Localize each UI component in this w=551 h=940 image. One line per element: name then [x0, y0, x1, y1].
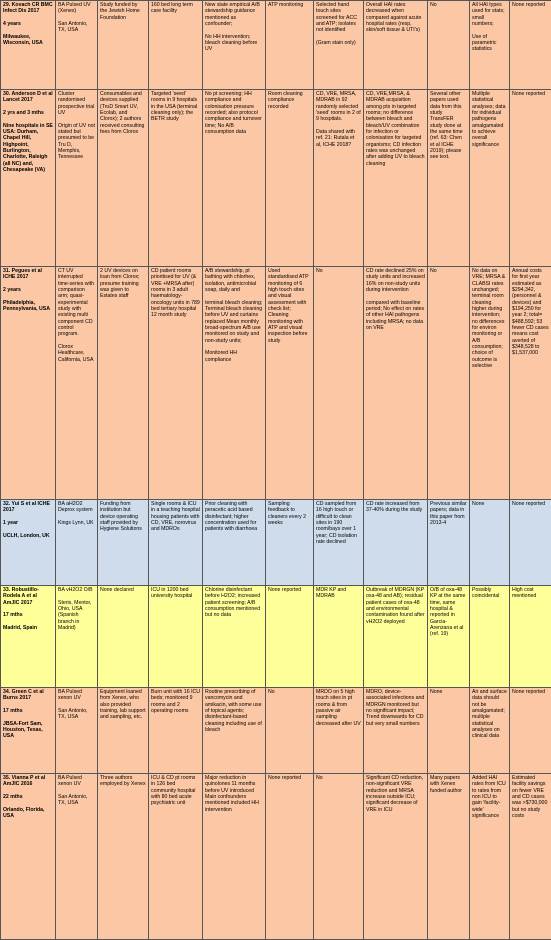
environmental-sampling-cell: Selected hand touch sites screened for ACC and ATP; isolates not identified (Gram stain only) — [314, 1, 364, 90]
intervention-device-cell: BA Pulsed xenon UV San Antonio, TX, USA — [56, 688, 98, 774]
setting-cell: ICU & CD pt rooms in 126 bed community hospital with 80 bed acute psychiatric unit — [149, 774, 203, 940]
intervention-device-cell: BA aH2O2 Deprox system Kings Lynn, UK — [56, 500, 98, 586]
related-papers-cell: No — [428, 267, 470, 500]
study-reference-cell: 34. Green C et al Burns 2017 17 mths JBSA-Fort Sam, Houston, Texas, USA — [1, 688, 56, 774]
confounders-cell: Chlorine disinfectant before H2O2; increased patient screening; A/B consumption mentioned but no data — [203, 586, 266, 688]
clinical-outcome-cell: Outbreak of MDRGN (KP oxa-48 and AB); residual patient cases of oxa-48 and environmental contamination found after vH2O2 deployed — [364, 586, 428, 688]
setting-cell: CD patient rooms prioritised for UV (& VRE +MRSA after) rooms in 3 adult haematology-oncology units in 789 bed tertiary hospital 12 month study — [149, 267, 203, 500]
intervention-device-cell: BA vH2O2 O/B Steris, Mentor, Ohio, USA (Spanish branch in Madrid) — [56, 586, 98, 688]
table-body — [1, 1, 551, 940]
study-reference-cell: 33. Robustillo-Rodela A et al AmJIC 2017 17 mths Madrid, Spain — [1, 586, 56, 688]
study-reference-cell: 35. Vianna P et al AmJIC 2016 22 mths Orlando, Florida, USA — [1, 774, 56, 940]
funding-cell: Consumables and devices supplied (TruD Smart UV, Ecolab, and Clorox); 2 authors received consulting fees from Clorox — [98, 90, 149, 267]
bias-comments-cell: Added HAI rates from ICU to rates from non ICU to gain 'facility-wide' significance — [470, 774, 510, 940]
setting-cell: 160 bed long term care facility — [149, 1, 203, 90]
bias-comments-cell: No data on VRE; MRSA & CLABSI rates unchanged; terminal room cleaning higher during intervention; no differences for environ monitoring or A/B consumption; choice of outcome is selective — [470, 267, 510, 500]
confounders-cell: Prior cleaning with peracetic acid based disinfectant; higher concentration used for patients with diarrhoea — [203, 500, 266, 586]
table-row — [1, 90, 551, 267]
funding-cell: Equipment loaned from Xenex, who also provided training, lab support and sampling, etc. — [98, 688, 149, 774]
related-papers-cell: Previous similar papers; data in this paper from 2013-4 — [428, 500, 470, 586]
costs-cell: High cost mentioned — [510, 586, 551, 688]
clinical-outcome-cell: Overall HAI rates decreased when compared against acute hospital rates (resp, skin/soft tissue & UTI's) — [364, 1, 428, 90]
confounders-cell: Routine prescribing of vancomycin and amikacin, with some use of topical agents; disinfectant-based cleaning including use of bleach — [203, 688, 266, 774]
table-row — [1, 267, 551, 500]
funding-cell: 2 UV devices on loan from Clorox; presume training was given to Estates staff — [98, 267, 149, 500]
environmental-sampling-cell: CD sampled from 16 high touch or difficult to clean sites in 190 room/bays over 1 year; CD isolation rate declined — [314, 500, 364, 586]
study-reference-cell: 32. Yui S et al ICHE 2017 1 year UCLH, London, UK — [1, 500, 56, 586]
confounders-cell: New state empirical A/B stewardship guidance mentioned as confounder; No HH intervention; bleach cleaning before UV — [203, 1, 266, 90]
environmental-sampling-cell: No — [314, 774, 364, 940]
intervention-device-cell: BA Pulsed UV (Xenex) San Antonio, TX, USA — [56, 1, 98, 90]
study-reference-cell: 29. Kovach CR BMC Infect Dis 2017 4 years Milwaukee, Wisconsin, USA — [1, 1, 56, 90]
funding-cell: None declared — [98, 586, 149, 688]
study-reference-cell: 31. Pegues et al ICHE 2017 2 years Philadelphia, Pennsylvania, USA — [1, 267, 56, 500]
table-row — [1, 586, 551, 688]
cleaning-monitoring-cell: No — [266, 688, 314, 774]
costs-cell: Annual costs for first year estimated as $294,342, (personnel & devices) and $194,250 for year 2; total= $488,592; 53 fewer CD cases means cost averted of $348,528 to $1,537,000 — [510, 267, 551, 500]
costs-cell: None reported — [510, 688, 551, 774]
bias-comments-cell: Air and surface data should not be amalgamated; multiple statistical analyses on clinical data — [470, 688, 510, 774]
setting-cell: Burn unit with 16 ICU beds; monitored 9 rooms and 2 operating rooms — [149, 688, 203, 774]
intervention-device-cell: CT UV interrupted time-series with comparison arm; quasi-experimental study with existing multi component CD control program. Clorox Healthcare, California, USA — [56, 267, 98, 500]
table-row — [1, 500, 551, 586]
confounders-cell: A/B stewardship, pt bathing with chlorhex, isolation, antimicrobial soap, daily and terminal bleach cleaning; Terminal bleach cleaning before UV and curtains replaced Mean monthly broad-spectrum A/B use monitored on study and non-study units; Monitored HH compliance — [203, 267, 266, 500]
bias-comments-cell: Multiple statistical analyses; data for individual pathogens amalgamated to achieve overall significance — [470, 90, 510, 267]
bias-comments-cell: Possibly coincidental — [470, 586, 510, 688]
environmental-sampling-cell: MRDO on 5 high touch sites in pt rooms & from passive air sampling decreased after UV — [314, 688, 364, 774]
table-row — [1, 774, 551, 940]
study-reference-cell: 30. Anderson D et al Lancet 2017 2 yrs and 3 mths Nine hospitals in SE USA: Durham, Chapel Hill, Highpoint, Burlington, Charlotte, Raleigh (all NC) and, Chesapeake (VA) — [1, 90, 56, 267]
setting-cell: ICU in 1200 bed university hospital — [149, 586, 203, 688]
related-papers-cell: Many papers with Xenex funded author — [428, 774, 470, 940]
costs-cell: None reported — [510, 1, 551, 90]
setting-cell: Targeted 'seed' rooms in 9 hospitals in the USA (terminal cleaning only); the BETR study — [149, 90, 203, 267]
bias-comments-cell: All HAI types used for stats; small numbers; Use of parametric statistics — [470, 1, 510, 90]
cleaning-monitoring-cell: None reported — [266, 774, 314, 940]
related-papers-cell: None — [428, 688, 470, 774]
clinical-outcome-cell: CD rate declined 25% on study units and increased 16% on non-study units during intervention compared with baseline period; No effect on rates of other HAI pathogens including MRSA; no data on VRE — [364, 267, 428, 500]
confounders-cell: No pt screening; HH compliance and colonisation pressure recorded; also protocol compliance and turnover time; No A/B consumption data — [203, 90, 266, 267]
table-row — [1, 1, 551, 90]
bias-comments-cell: None — [470, 500, 510, 586]
related-papers-cell: O/B of oxa-48 KP at the same time, same hospital & reported in Garcia-Arenzana et al (ref. 19) — [428, 586, 470, 688]
environmental-sampling-cell: No — [314, 267, 364, 500]
costs-cell: Estimated facility savings on fewer VRE and CD cases was >$730,000 but no study costs — [510, 774, 551, 940]
clinical-outcome-cell: Significant CD reduction, non-significant VRE reduction and MRSA increase outside ICU; significant decrease of VRE in ICU — [364, 774, 428, 940]
intervention-device-cell: Cluster randomised prospective trial UV Origin of UV not stated but presumed to be Tru D, Memphis, Tennessee — [56, 90, 98, 267]
cleaning-monitoring-cell: None reported — [266, 586, 314, 688]
clinical-outcome-cell: CD, VRE,MRSA, & MDRAB acquisition among pts in targeted rooms; no difference between bleach and bleach/UV combination for infection or colonisation for targeted organisms; CD infection rates was unchanged after adding UV to bleach cleaning — [364, 90, 428, 267]
setting-cell: Single rooms & ICU in a teaching hospital housing patients with CD, VRE, norovirus and MDROs — [149, 500, 203, 586]
table-row — [1, 688, 551, 774]
related-papers-cell: No — [428, 1, 470, 90]
cleaning-monitoring-cell: ATP monitoring — [266, 1, 314, 90]
costs-cell: None reported — [510, 500, 551, 586]
cleaning-monitoring-cell: Sampling feedback to cleaners every 2 weeks — [266, 500, 314, 586]
funding-cell: Study funded by the Jewish Home Foundation — [98, 1, 149, 90]
cleaning-monitoring-cell: Used standardised ATP monitoring of 6 high touch sites and visual assessment with check list; Cleaning monitoring with ATP and visual inspection before study — [266, 267, 314, 500]
environmental-sampling-cell: MDR KP and MDRAB — [314, 586, 364, 688]
funding-cell: Three authors employed by Xenex — [98, 774, 149, 940]
funding-cell: Funding from institution but device operating staff provided by Hygiene Solutions — [98, 500, 149, 586]
costs-cell: None reported — [510, 90, 551, 267]
intervention-device-cell: BA Pulsed xenon UV San Antonio, TX, USA — [56, 774, 98, 940]
environmental-sampling-cell: CD, VRE, MRSA, MDRAB in 92 randomly selected 'seed' rooms in 2 of 9 hospitals. Data shared with ref. 21: Rutala et al, ICHE 2018? — [314, 90, 364, 267]
confounders-cell: Major reduction in quinolones 11 months before UV introduced Main confounders mentioned included HH intervention — [203, 774, 266, 940]
clinical-outcome-cell: CD rate increased from 37-40% during the study — [364, 500, 428, 586]
cleaning-monitoring-cell: Room cleaning compliance recorded — [266, 90, 314, 267]
related-papers-cell: Several other papers used data from this study TransFER study done at the same time (ref. 63: Chen et al ICHE 2019); please see text. — [428, 90, 470, 267]
clinical-outcome-cell: MDRO, device-associated infections and MDRGN monitored but no significant impact; Trend downwards for CD but very small numbers — [364, 688, 428, 774]
